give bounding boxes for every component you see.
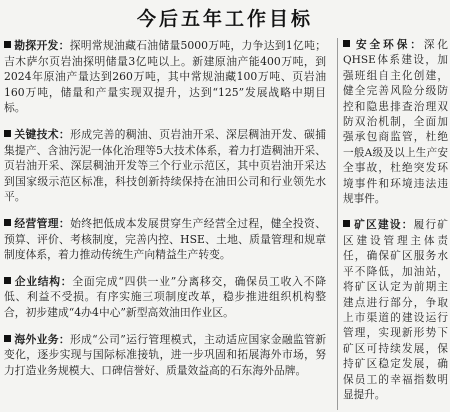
goal-heading: 安全环保： [353,39,424,51]
left-column [4,38,326,410]
spacer [4,321,326,332]
goal-text: 始终把低成本发展贯穿生产经营全过程，健全投资、预算、评价、考核制度，完善内控、HSE、土地、质量管理和规章制度体系，着力推动传统生产向精益生产转变。 [4,216,327,262]
goal-management [4,216,326,263]
spacer [4,205,326,216]
goal-text: 深化QHSE体系建设，加强班组自主化创建，健全完善风险分级防控和隐患排查治理双防双治机制，全面加强承包商监管，杜绝一般A级及以上生产安全事故，杜绝突发环境事件和环境违法违规事件。 [343,39,449,206]
goal-text: 形成完善的稠油、页岩油开采、深层稠油开发、碳捕集提产、含油污泥一体化治理等5大技术体系，着力打造稠油开采、页岩油开采、深层稠油开发等三个行业示范区，其中页岩油开采达到国家级示范区标准，科技创新持续保持在油田公司和行业领先水平。 [4,127,327,204]
goal-heading: 经营管理： [14,216,71,230]
goal-safety [343,38,448,207]
goal-mining-area [343,218,448,403]
spacer [4,263,326,274]
spacer [343,207,448,218]
goal-technology [4,127,326,205]
goal-text: 形成“公司”运行管理模式，主动适应国家金融监管新变化，逐步实现与国际标准接轨，进一步巩固和拓展海外市场，努力打造业务规模大、口碑信誉好、质量效益高的石东海外品牌。 [4,332,326,377]
page-title: 今后五年工作目标 [136,8,313,30]
square-bullet-icon [343,40,350,47]
square-bullet-icon [343,220,350,227]
spacer [4,116,326,127]
right-column [337,38,448,410]
goal-heading: 关键技术： [14,127,71,141]
goal-heading: 海外业务： [14,332,70,346]
square-bullet-icon [4,277,11,284]
goal-heading: 矿区建设： [353,219,414,232]
goal-heading: 企业结构： [14,274,73,288]
goal-overseas [4,332,326,379]
goal-structure [4,274,326,321]
goal-text: 探明常规油藏石油储量5000万吨，力争达到1亿吨；吉木萨尔页岩油探明储量3亿吨以上。新建原油产能400万吨，到2024年原油产量达到260万吨，其中常规油藏100万吨、页岩油160万吨，储量和产量实现双提升，达到“125”发展战略中期目标。 [4,39,326,115]
goal-text: 全面完成“四供一业”分离移交，确保员工收入不降低、利益不受损。有序实施三项制度改革，稳步推进组织机构整合，初步建成“4办4中心”新型高效油田作业区。 [4,274,326,319]
goal-text: 履行矿区建设管理主体责任，确保矿区服务水平不降低，加油站，将矿区认定为前期主建点进行部分，争取上市渠道的建设运行管理，实现新形势下矿区可持续发展，保持矿区稳定发展，确保员工的幸福指数明显提升。 [343,219,448,401]
square-bullet-icon [4,335,11,342]
goal-heading: 勘探开发： [14,39,70,52]
square-bullet-icon [4,219,11,226]
goal-exploration [4,38,326,116]
square-bullet-icon [4,41,11,48]
square-bullet-icon [4,130,11,137]
